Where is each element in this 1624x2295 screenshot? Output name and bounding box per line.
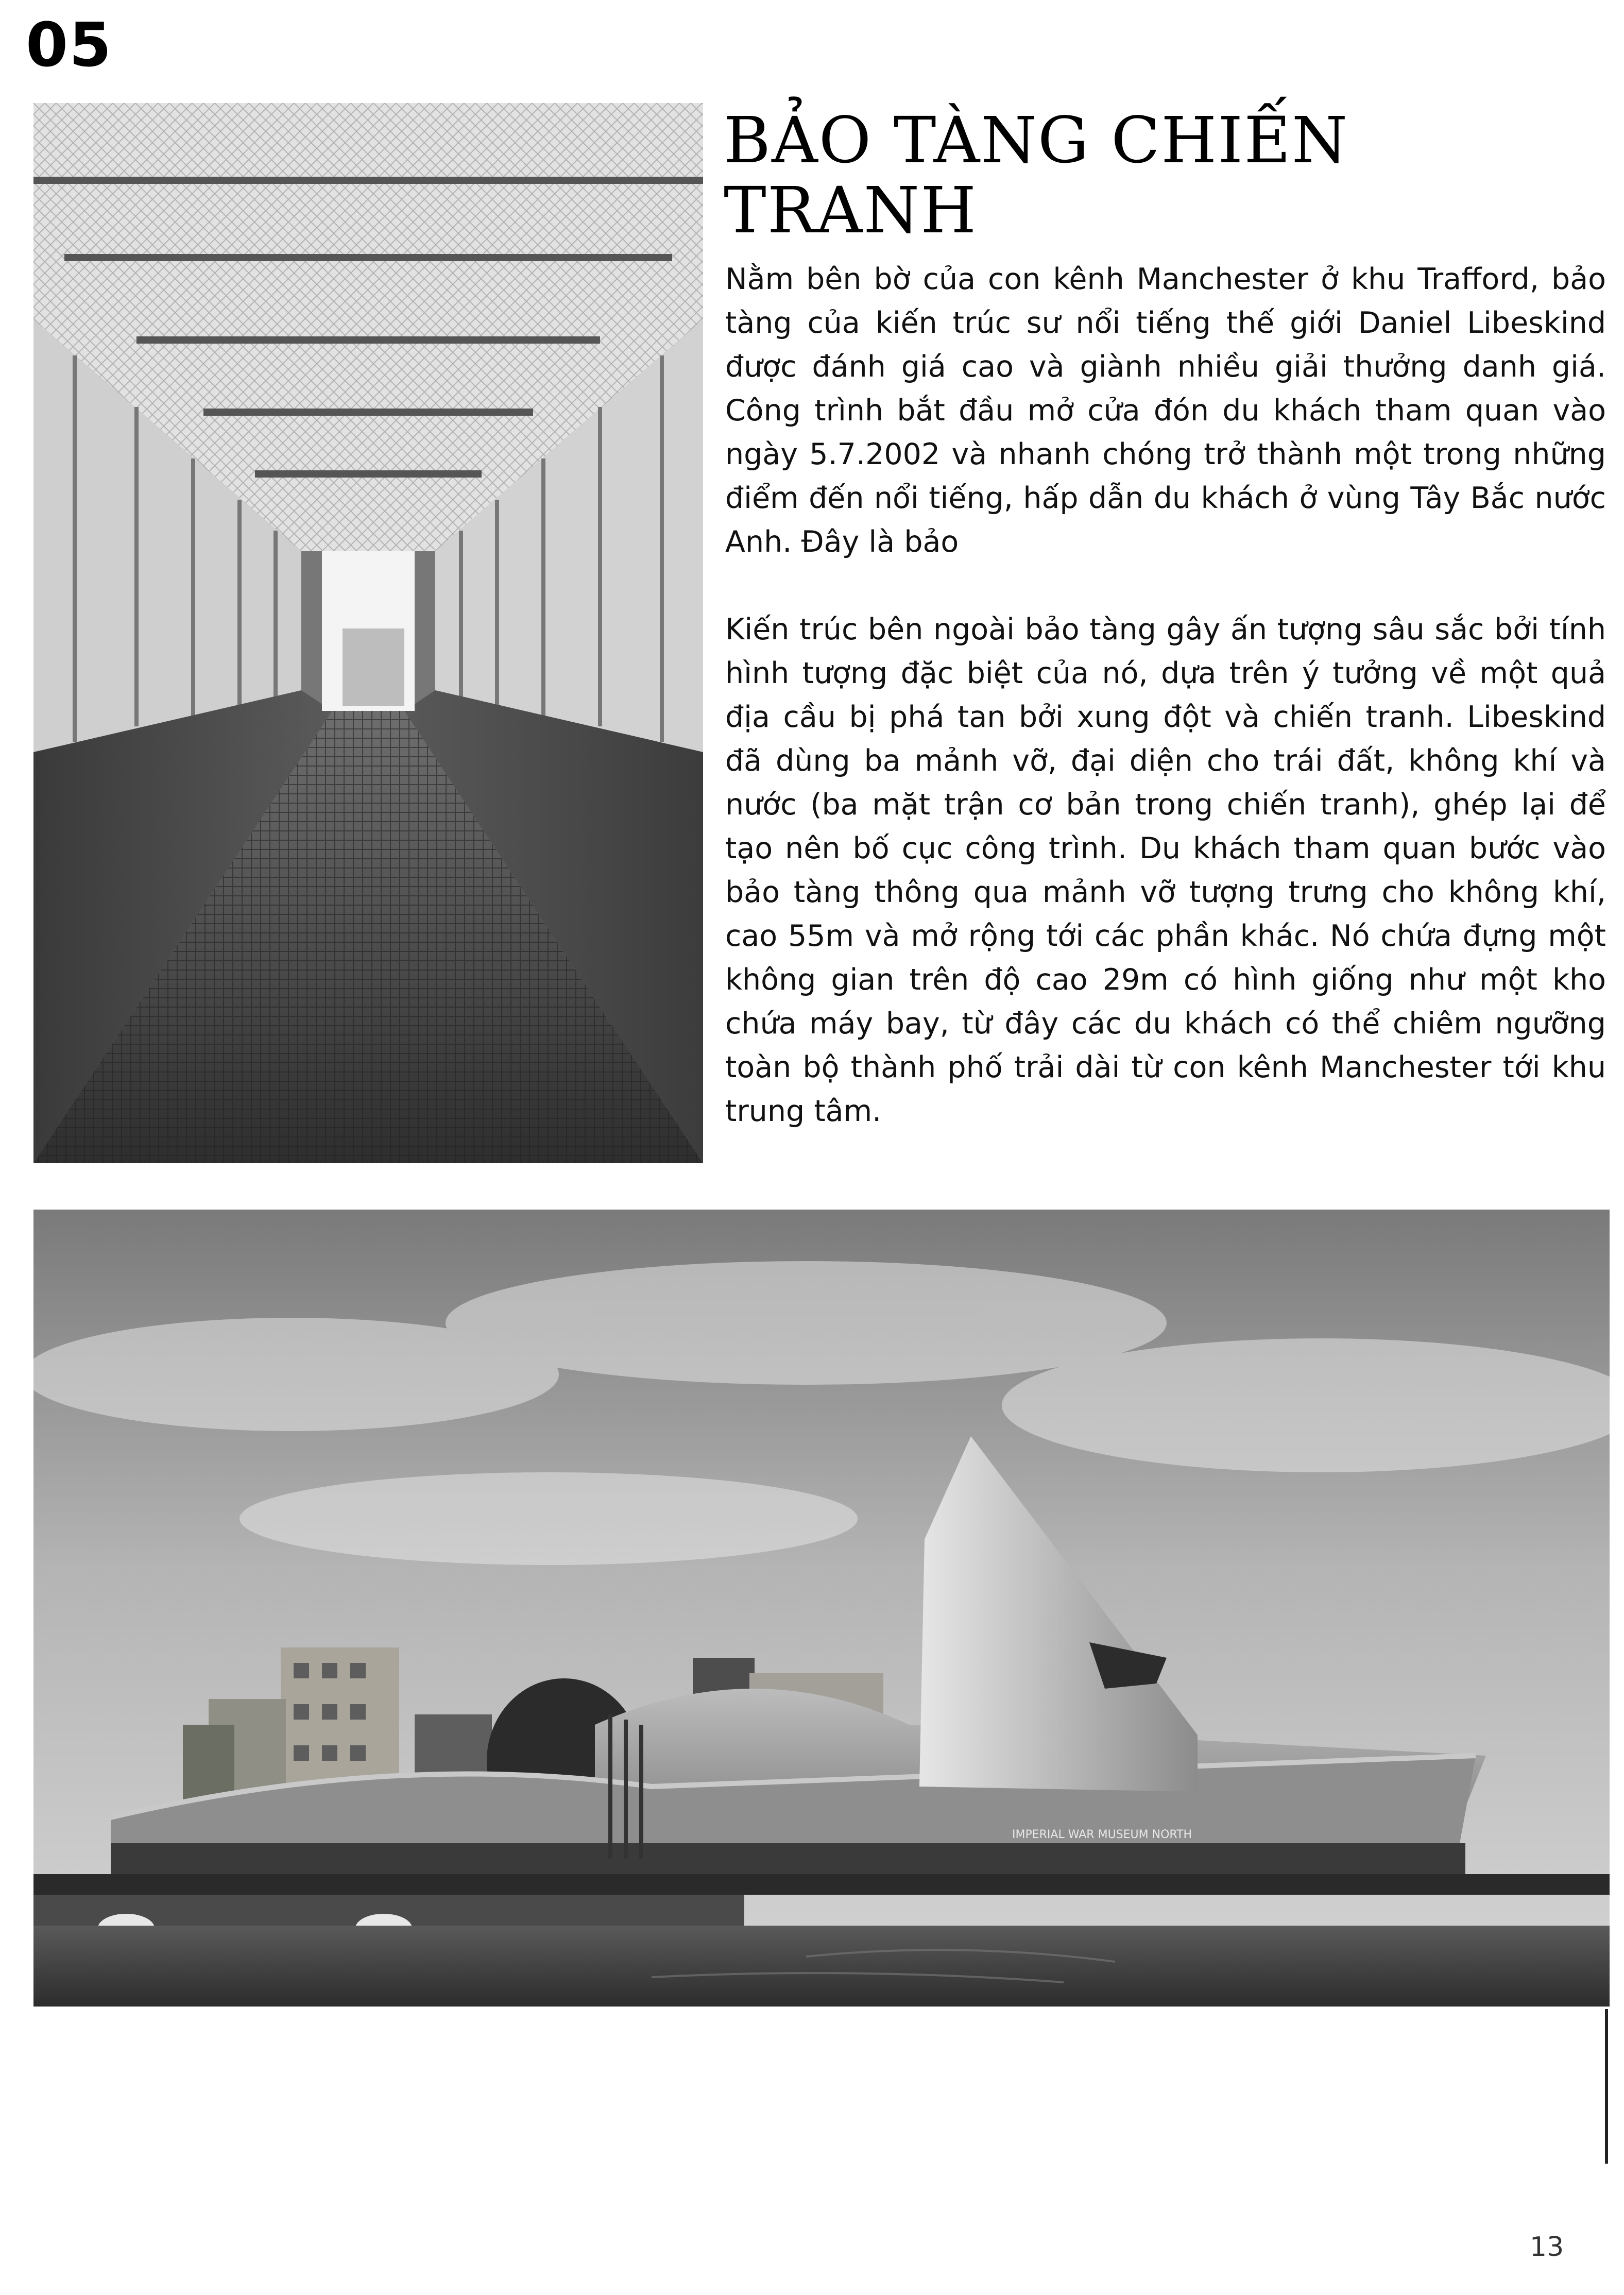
section-number: 05	[26, 9, 113, 80]
paragraph-1: Nằm bên bờ của con kênh Manchester ở khu Trafford, bảo tàng của kiến trúc sư nổi tiếng thế giới Daniel Libeskind được đánh giá cao và giành nhiều giải thưởng danh giá. Công trình bắt đầu mở cửa đón du khách tham quan vào ngày 5.7.2002 và nhanh chóng trở thành một trong những điểm đến nổi tiếng, hấp dẫn du khách ở vùng Tây Bắc nước Anh. Đây là bảo	[725, 262, 1606, 559]
museum-sign: IMPERIAL WAR MUSEUM NORTH	[1012, 1828, 1192, 1841]
page-edge-line	[1605, 2009, 1608, 2164]
page-number: 13	[1530, 2232, 1564, 2263]
paragraph-2: Kiến trúc bên ngoài bảo tàng gây ấn tượng sâu sắc bởi tính hình tượng đặc biệt của nó, dựa trên ý tưởng về một quả địa cầu bị phá tan bởi xung đột và chiến tranh. Libeskind đã dùng ba mảnh vỡ, đại diện cho trái đất, không khí và nước (ba mặt trận cơ bản trong chiến tranh), ghép lại để tạo nên bố cục công trình. Du khách tham quan bước vào bảo tàng thông qua mảnh vỡ tượng trưng cho không khí, cao 55m và mở rộng tới các phần khác. Nó chứa đựng một không gian trên độ cao 29m có hình giống như một kho chứa máy bay, từ đây các du khách có thể chiêm ngưỡng toàn bộ thành phố trải dài từ con kênh Manchester tới khu trung tâm.	[725, 613, 1606, 1128]
corridor-photo	[33, 103, 703, 1163]
article-title: BẢO TÀNG CHIẾN TRANH	[724, 104, 1349, 248]
museum-exterior-photo	[33, 1210, 1610, 2007]
